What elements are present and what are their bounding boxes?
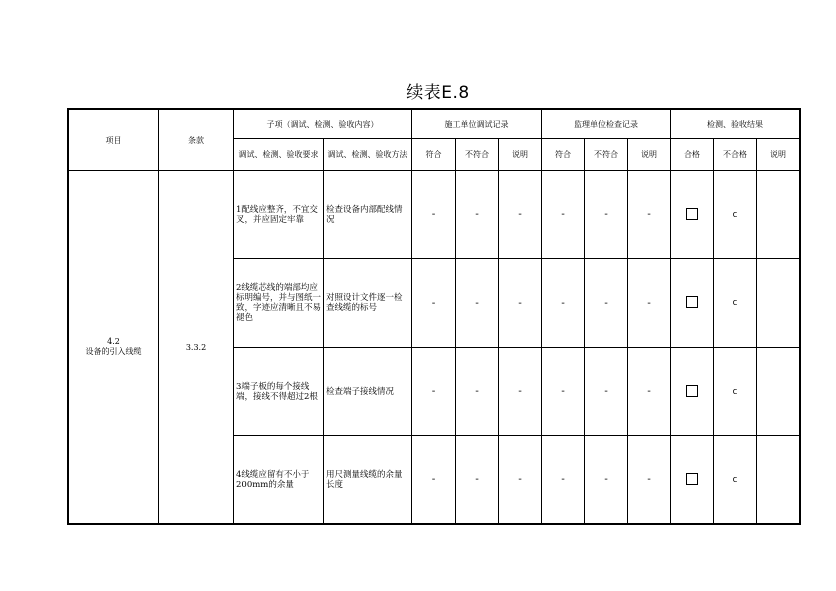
header-supervision-conform: 符合 — [542, 139, 585, 171]
header-supervision-note: 说明 — [628, 139, 671, 171]
project-number: 4.2 — [107, 337, 120, 346]
requirement-cell: 3端子板的每个接线端，接线不得超过2根 — [234, 348, 324, 436]
result-note-cell — [757, 436, 800, 524]
header-result-fail: 不合格 — [714, 139, 757, 171]
clause-cell — [159, 171, 234, 524]
construction-nonconform-cell: - — [456, 436, 499, 524]
result-note-cell — [757, 171, 800, 259]
header-result: 检测、验收结果 — [671, 110, 800, 139]
construction-note-cell: - — [499, 171, 542, 259]
construction-nonconform-cell: - — [456, 348, 499, 436]
supervision-conform-cell: - — [542, 436, 585, 524]
method-cell: 检查端子接线情况 — [324, 348, 412, 436]
pass-checkbox[interactable] — [686, 385, 698, 397]
project-name: 设备的引入线缆 — [85, 347, 142, 356]
header-supervision-nonconform: 不符合 — [585, 139, 628, 171]
pass-cell — [671, 436, 714, 524]
table-row — [69, 171, 800, 259]
requirement-cell: 1配线应整齐，不宜交叉，并应固定牢靠 — [234, 171, 324, 259]
header-method: 调试、检测、验收方法 — [324, 139, 412, 171]
pass-cell — [671, 171, 714, 259]
header-construction: 施工单位调试记录 — [412, 110, 542, 139]
fail-cell: c — [714, 348, 757, 436]
requirement-cell: 4线缆应留有不小于200mm的余量 — [234, 436, 324, 524]
supervision-nonconform-cell: - — [585, 171, 628, 259]
fail-cell: c — [714, 171, 757, 259]
supervision-note-cell: - — [628, 348, 671, 436]
header-construction-nonconform: 不符合 — [456, 139, 499, 171]
header-requirement: 调试、检测、验收要求 — [234, 139, 324, 171]
construction-conform-cell: - — [412, 171, 456, 259]
inspection-table — [68, 109, 800, 524]
requirement-cell: 2线缆芯线的端部均应标明编号，并与图纸一致，字迹应清晰且不易褪色 — [234, 259, 324, 348]
supervision-nonconform-cell: - — [585, 259, 628, 348]
construction-nonconform-cell: - — [456, 259, 499, 348]
result-note-cell — [757, 348, 800, 436]
construction-note-cell: - — [499, 436, 542, 524]
pass-checkbox[interactable] — [686, 473, 698, 485]
construction-conform-cell: - — [412, 436, 456, 524]
construction-conform-cell: - — [412, 348, 456, 436]
method-cell: 检查设备内部配线情况 — [324, 171, 412, 259]
supervision-nonconform-cell: - — [585, 436, 628, 524]
supervision-conform-cell: - — [542, 259, 585, 348]
supervision-note-cell: - — [628, 171, 671, 259]
header-construction-conform: 符合 — [412, 139, 456, 171]
method-cell: 对照设计文件逐一检查线缆的标号 — [324, 259, 412, 348]
header-row-1 — [69, 110, 800, 139]
construction-note-cell: - — [499, 348, 542, 436]
supervision-nonconform-cell: - — [585, 348, 628, 436]
header-clause: 条款 — [159, 110, 234, 171]
fail-cell: c — [714, 259, 757, 348]
pass-cell — [671, 348, 714, 436]
construction-nonconform-cell: - — [456, 171, 499, 259]
table-title: 续表E.8 — [406, 83, 470, 103]
fail-cell: c — [714, 436, 757, 524]
supervision-conform-cell: - — [542, 171, 585, 259]
pass-checkbox[interactable] — [686, 296, 698, 308]
supervision-conform-cell: - — [542, 348, 585, 436]
pass-cell — [671, 259, 714, 348]
clause-number: 3.3.2 — [185, 342, 207, 352]
project-cell — [69, 171, 159, 524]
supervision-note-cell: - — [628, 436, 671, 524]
construction-conform-cell: - — [412, 259, 456, 348]
construction-note-cell: - — [499, 259, 542, 348]
pass-checkbox[interactable] — [686, 208, 698, 220]
method-cell: 用尺测量线缆的余量长度 — [324, 436, 412, 524]
result-note-cell — [757, 259, 800, 348]
header-result-pass: 合格 — [671, 139, 714, 171]
header-project: 项目 — [69, 110, 159, 171]
header-supervision: 监理单位检查记录 — [542, 110, 671, 139]
header-result-note: 说明 — [757, 139, 800, 171]
header-construction-note: 说明 — [499, 139, 542, 171]
supervision-note-cell: - — [628, 259, 671, 348]
header-subitem: 子项（调试、检测、验收内容） — [234, 110, 412, 139]
